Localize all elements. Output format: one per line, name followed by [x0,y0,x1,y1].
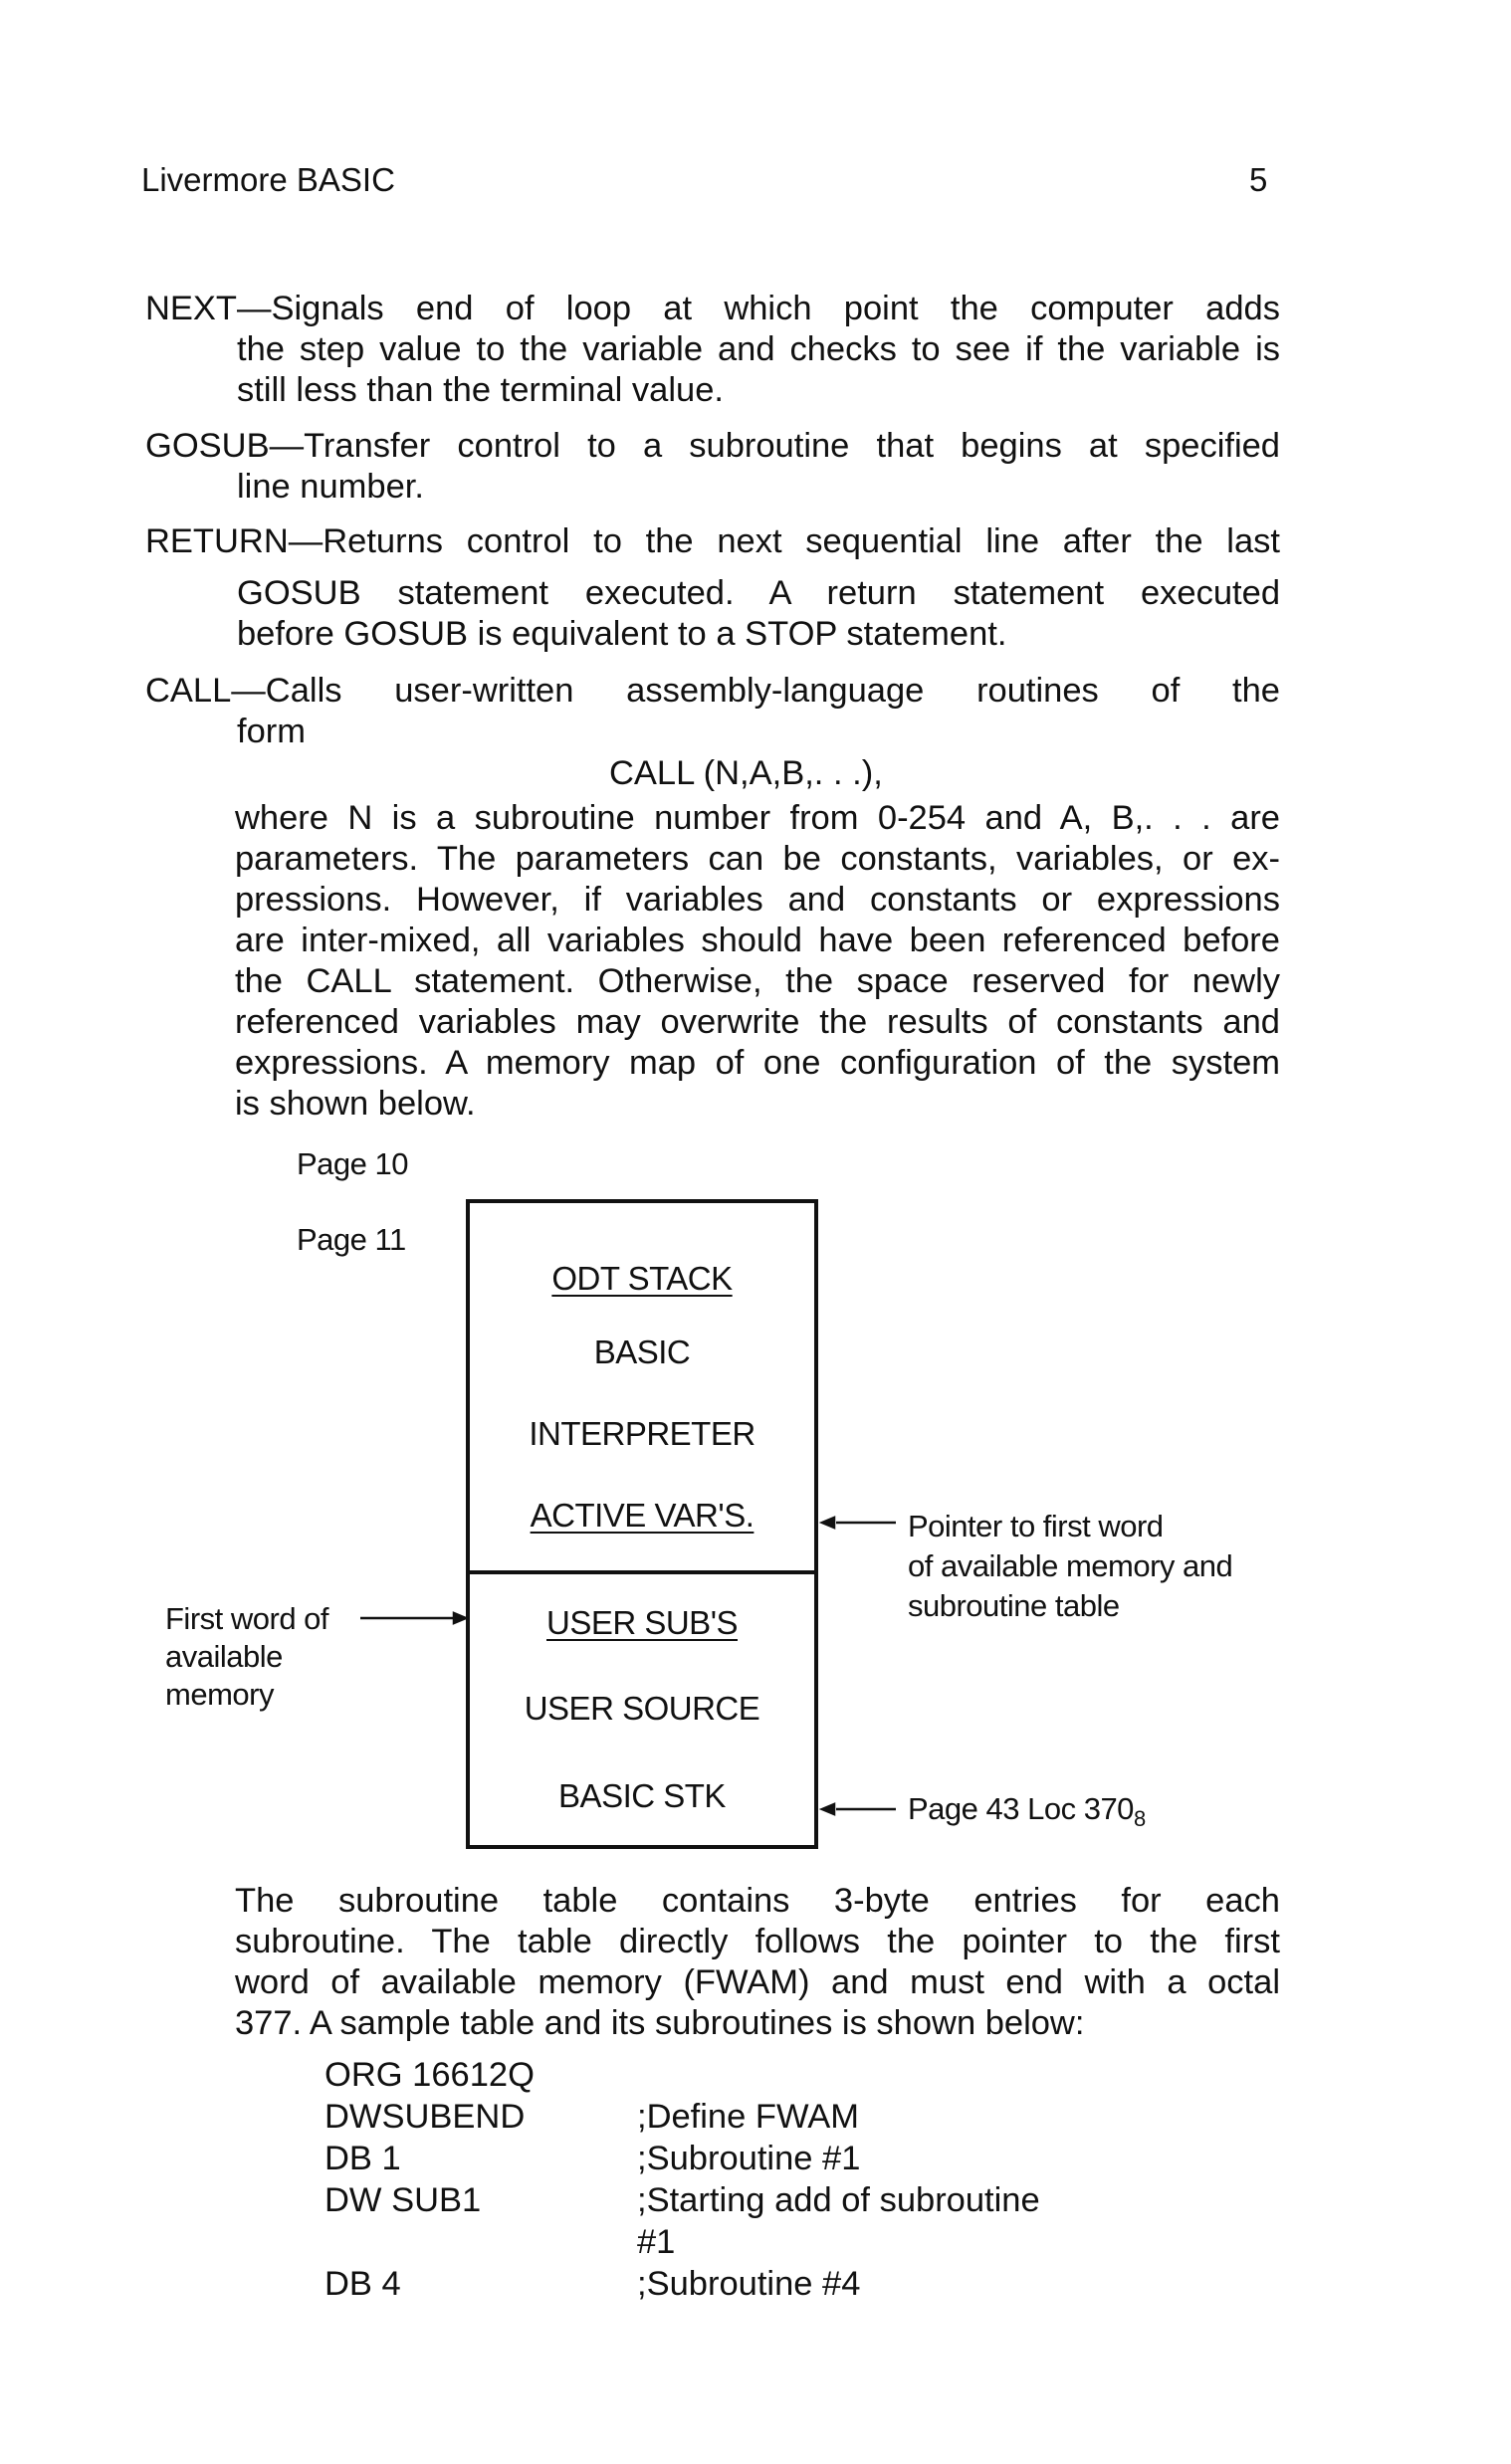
code-comments [637,2054,1040,2305]
subroutine-paragraph [235,1881,1280,2044]
block-user-source: USER SOURCE [524,1690,760,1727]
arrow-page43-head [822,1804,834,1814]
pointer-label: Pointer to first word of available memory and subroutine table [908,1509,1233,1623]
call-desc-line-8: is shown below. [235,1085,476,1123]
code-comment-6: ;Subroutine #4 [637,2265,861,2303]
block-interpreter: INTERPRETER [529,1415,756,1452]
code-comment-5: #1 [637,2223,676,2261]
code-instr-4: DW SUB1 [324,2181,482,2219]
sub-line-3: word of available memory (FWAM) and must end with a octal [235,1963,1280,2001]
arrow-pointer-head [822,1518,834,1528]
code-comment-3: ;Subroutine #1 [637,2140,861,2177]
entry-gosub-line-1: GOSUB—Transfer control to a subroutine that begins at specified [145,427,1280,465]
call-desc-line-4: are inter-mixed, all variables should have been referenced before [235,922,1280,959]
sub-line-4: 377. A sample table and its subroutines is shown below: [235,2004,1085,2042]
block-basic: BASIC [593,1334,691,1370]
code-instr-3: DB 1 [324,2140,401,2177]
block-active-vars: ACTIVE VAR'S. [530,1497,755,1534]
call-desc-line-3: pressions. However, if variables and constants or expressions [235,881,1280,919]
call-desc-line-2: parameters. The parameters can be constants, variables, or ex- [235,840,1280,878]
entry-gosub-line-2: line number. [237,468,424,506]
entry-next-line-2: the step value to the variable and checks to see if the variable is [237,330,1280,368]
block-user-subs: USER SUB'S [545,1604,739,1641]
code-instr-1: ORG 16612Q [324,2056,535,2094]
call-form: CALL (N,A,B,. . .), [609,754,883,792]
arrow-first-word-head [454,1613,466,1623]
entry-return-line-3: before GOSUB is equivalent to a STOP statement. [237,615,1007,653]
page-number: 5 [1249,161,1268,198]
first-word-label: First word of available memory [165,1601,329,1712]
sub-line-2: subroutine. The table directly follows the pointer to the first [235,1923,1280,1960]
entry-return-line-2: GOSUB statement executed. A return statement executed [237,574,1280,612]
running-header: Livermore BASIC [141,161,395,198]
code-comment-1 [637,2054,1040,2096]
entry-next-line-3: still less than the terminal value. [237,371,724,409]
page-43-label: Page 43 Loc $370_8$ [908,1791,1146,1832]
entry-next-line-1: NEXT—Signals end of loop at which point the computer adds [145,290,1280,327]
block-basic-stk: BASIC STK [558,1777,726,1814]
code-instructions [324,2054,535,2305]
call-desc-line-6: referenced variables may overwrite the results of constants and [235,1003,1280,1041]
page-11-label: Page 11 [297,1222,406,1257]
code-comment-2: ;Define FWAM [637,2098,860,2136]
code-instr-5 [324,2221,535,2263]
code-instr-2: DWSUBEND [324,2098,526,2136]
block-odt-stack: ODT STACK [551,1260,733,1297]
call-desc-line-5: the CALL statement. Otherwise, the space reserved for newly [235,962,1280,1000]
code-comment-4: ;Starting add of subroutine [637,2181,1040,2219]
entry-return-line-1: RETURN—Returns control to the next sequential line after the last [145,522,1280,560]
entry-call-line-2: form [237,713,306,750]
sub-line-1: The subroutine table contains 3-byte entries for each [235,1882,1280,1920]
page-10-label: Page 10 [297,1146,408,1181]
entry-call-line-1: CALL—Calls user-written assembly-language routines of the [145,672,1280,710]
code-instr-6: DB 4 [324,2265,401,2303]
call-desc-line-1: where N is a subroutine number from 0-254 and A, B,. . . are [235,799,1280,837]
call-desc-line-7: expressions. A memory map of one configuration of the system [235,1044,1280,1082]
